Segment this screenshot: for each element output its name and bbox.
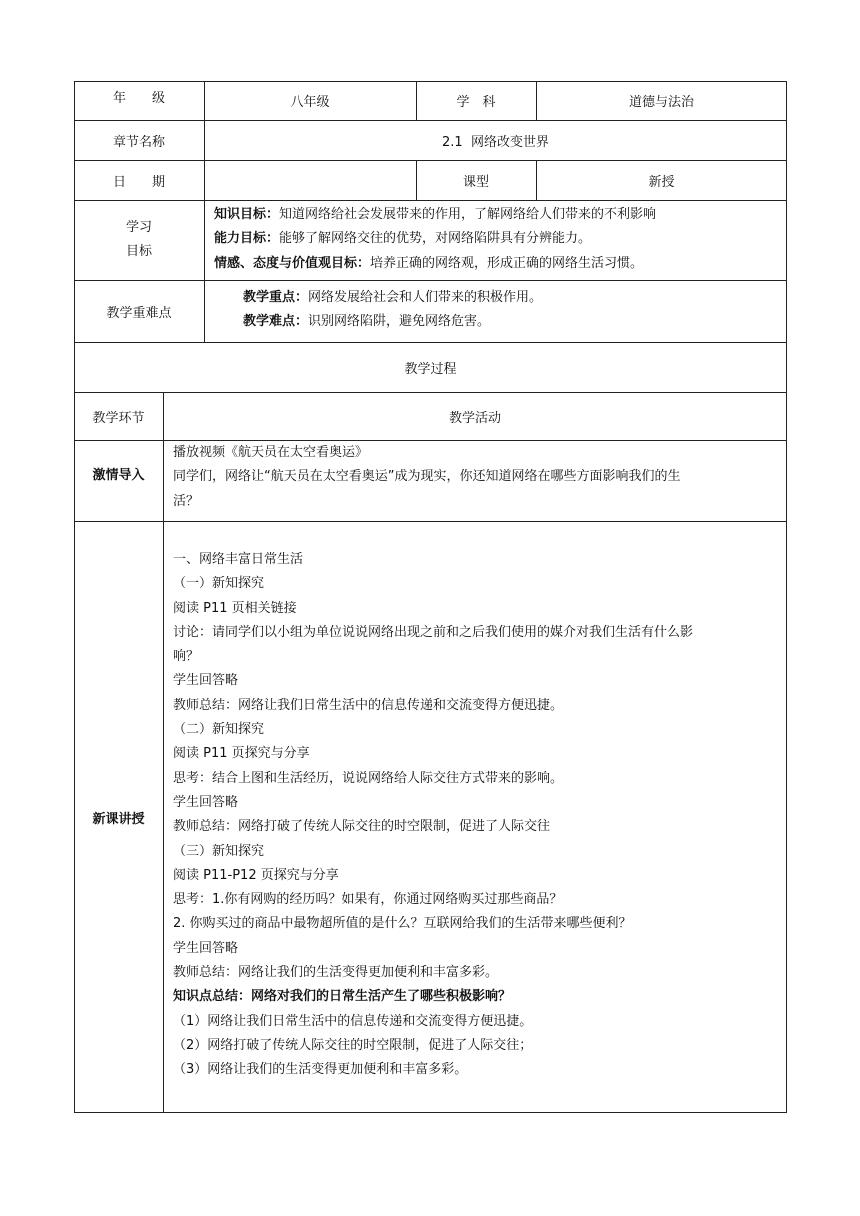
intro-line: 活？ bbox=[173, 493, 200, 509]
date-label: 日 期 bbox=[112, 174, 165, 190]
lesson-type-label: 课型 bbox=[462, 174, 489, 190]
grade-label: 年 级 bbox=[112, 90, 165, 106]
intro-line: 同学们，网络让“航天员在太空看奥运”成为现实，你还知道网络在哪些方面影响我们的生 bbox=[173, 469, 681, 485]
teaching-difficulty bbox=[243, 310, 783, 334]
date-value bbox=[204, 160, 416, 200]
ability-objective-text: 能够了解网络交往的优势，对网络陷阱具有分辨能力。 bbox=[279, 231, 592, 247]
teaching-focus-label: 教学重点： bbox=[243, 290, 309, 305]
key-points-label: 教学重难点 bbox=[106, 305, 172, 321]
objectives-label-line2: 目标 bbox=[125, 244, 152, 259]
lesson-line: 阅读 P11 页探究与分享 bbox=[173, 746, 310, 762]
teaching-difficulty-text: 识别网络陷阱，避免网络危害。 bbox=[308, 314, 491, 330]
lesson-line: 响？ bbox=[173, 649, 200, 665]
lesson-line: 阅读 P11-P12 页探究与分享 bbox=[173, 867, 339, 883]
lesson-type-value: 新授 bbox=[648, 174, 675, 190]
objectives-label-line1: 学习 bbox=[125, 220, 152, 235]
knowledge-objective-label: 知识目标： bbox=[214, 207, 280, 222]
subject-value: 道德与法治 bbox=[628, 95, 694, 110]
emotion-objective bbox=[214, 252, 784, 276]
lesson-line: （三）新知探究 bbox=[173, 843, 265, 859]
teaching-focus bbox=[243, 286, 783, 310]
lesson-line: 学生回答略 bbox=[173, 794, 239, 810]
lesson-content bbox=[173, 548, 783, 1083]
lesson-line: 教师总结：网络打破了传统人际交往的时空限制，促进了人际交往 bbox=[173, 819, 551, 835]
lesson-line: 讨论：请同学们以小组为单位说说网络出现之前和之后我们使用的媒介对我们生活有什么影 bbox=[173, 624, 694, 640]
lesson-line: 教师总结：网络让我们日常生活中的信息传递和交流变得方便迅捷。 bbox=[173, 697, 564, 713]
lesson-line: 思考：结合上图和生活经历，说说网络给人际交往方式带来的影响。 bbox=[173, 770, 564, 786]
objectives-label bbox=[74, 200, 204, 280]
emotion-objective-label: 情感、态度与价值观目标： bbox=[214, 255, 371, 271]
subject-label: 学 科 bbox=[456, 95, 496, 110]
summary-point: （2）网络打破了传统人际交往的时空限制，促进了人际交往； bbox=[173, 1037, 533, 1053]
stage-column-header: 教学环节 bbox=[92, 410, 145, 426]
ability-objective-label: 能力目标： bbox=[214, 231, 280, 247]
ability-objective bbox=[214, 227, 784, 251]
col-divider bbox=[163, 392, 164, 1113]
lesson-line: 阅读 P11 页相关链接 bbox=[173, 600, 297, 616]
teaching-difficulty-label: 教学难点： bbox=[243, 314, 309, 330]
intro-stage-label: 激情导入 bbox=[92, 468, 145, 483]
chapter-value: 2.1 网络改变世界 bbox=[442, 134, 549, 150]
intro-content bbox=[173, 441, 783, 514]
summary-point: （3）网络让我们的生活变得更加便利和丰富多彩。 bbox=[173, 1062, 468, 1078]
lesson-line: 教师总结：网络让我们的生活变得更加便利和丰富多彩。 bbox=[173, 965, 499, 981]
key-points-content bbox=[243, 286, 783, 335]
lesson-line: 思考：1.你有网购的经历吗？如果有，你通过网络购买过那些商品？ bbox=[173, 892, 563, 908]
knowledge-objective-text: 知道网络给社会发展带来的作用，了解网络给人们带来的不利影响 bbox=[279, 207, 657, 222]
lesson-line: （一）新知探究 bbox=[173, 576, 265, 592]
grade-value: 八年级 bbox=[290, 95, 330, 110]
activity-column-header: 教学活动 bbox=[448, 410, 501, 426]
row-divider bbox=[74, 521, 787, 522]
lesson-line: 学生回答略 bbox=[173, 673, 239, 689]
intro-line: 播放视频《航天员在太空看奥运》 bbox=[173, 445, 369, 460]
lesson-line: 一、网络丰富日常生活 bbox=[173, 552, 304, 567]
lesson-line: （二）新知探究 bbox=[173, 722, 265, 738]
chapter-label: 章节名称 bbox=[112, 134, 165, 150]
process-title: 教学过程 bbox=[404, 361, 457, 377]
summary-point: （1）网络让我们日常生活中的信息传递和交流变得方便迅捷。 bbox=[173, 1013, 533, 1029]
emotion-objective-text: 培养正确的网络观，形成正确的网络生活习惯。 bbox=[370, 255, 644, 271]
knowledge-objective bbox=[214, 203, 784, 227]
lesson-line: 2. 你购买过的商品中最物超所值的是什么？互联网给我们的生活带来哪些便利？ bbox=[173, 916, 632, 932]
teaching-focus-text: 网络发展给社会和人们带来的积极作用。 bbox=[308, 290, 543, 305]
objectives-content bbox=[214, 203, 784, 276]
lesson-line: 学生回答略 bbox=[173, 940, 239, 956]
lesson-stage-label: 新课讲授 bbox=[92, 811, 145, 827]
summary-title: 知识点总结：网络对我们的日常生活产生了哪些积极影响？ bbox=[173, 989, 512, 1005]
